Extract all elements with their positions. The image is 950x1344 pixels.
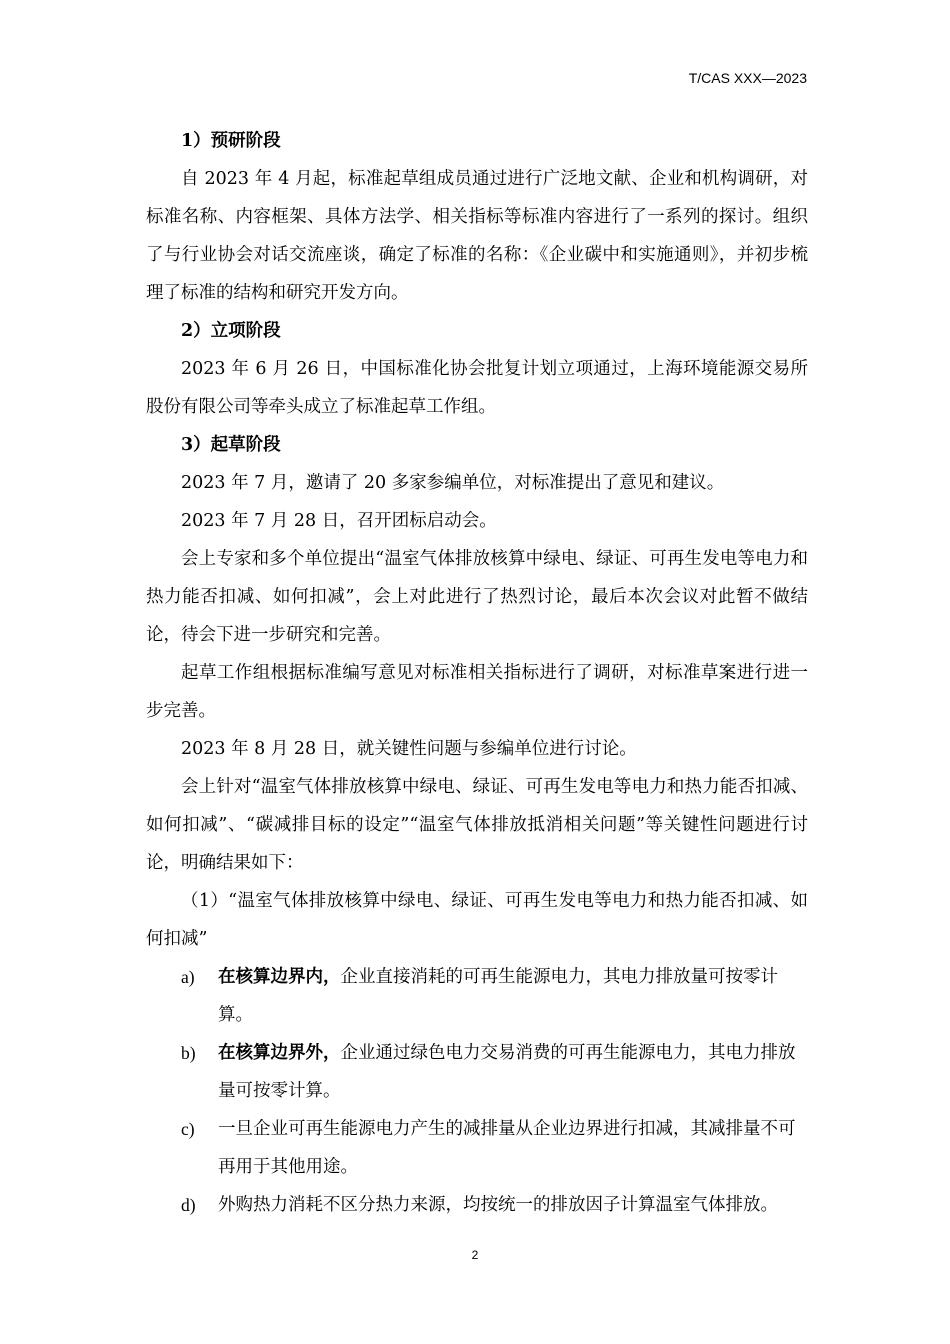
page-number: 2 — [471, 1248, 479, 1262]
list-marker: b) — [181, 1043, 196, 1063]
list-item — [146, 1034, 808, 1110]
paragraph: 2023 年 6 月 26 日，中国标准化协会批复计划立项通过，上海环境能源交易所股份有限公司等牵头成立了标准起草工作组。 — [146, 359, 808, 417]
list-marker: a) — [181, 967, 195, 987]
section-heading: 3）起草阶段 — [181, 435, 281, 455]
document-body — [146, 122, 808, 1224]
list-item — [146, 958, 808, 1034]
list-item-bold: 在核算边界外， — [218, 1043, 341, 1063]
list-item — [146, 1186, 808, 1224]
paragraph: 自 2023 年 4 月起，标准起草组成员通过进行广泛地文献、企业和机构调研，对标准名称、内容框架、具体方法学、相关指标等标准内容进行了一系列的探讨。组织了与行业协会对话交流座谈，确定了标准的名称：《企业碳中和实施通则》，并初步梳理了标准的结构和研究开发方向。 — [146, 169, 808, 303]
result-list — [146, 958, 808, 1224]
paragraph: 2023 年 8 月 28 日，就关键性问题与参编单位进行讨论。 — [181, 739, 637, 759]
list-marker: c) — [181, 1119, 195, 1139]
list-item-bold: 在核算边界内， — [218, 967, 341, 987]
paragraph: 会上专家和多个单位提出“温室气体排放核算中绿电、绿证、可再生发电等电力和热力能否扣减、如何扣减”，会上对此进行了热烈讨论，最后本次会议对此暂不做结论，待会下进一步研究和完善。 — [146, 549, 808, 645]
list-item-text: 企业直接消耗的可再生能源电力，其电力排放量可按零计算。 — [218, 967, 778, 1025]
paragraph: 会上针对“温室气体排放核算中绿电、绿证、可再生发电等电力和热力能否扣减、如何扣减”、“碳减排目标的设定”“温室气体排放抵消相关问题”等关键性问题进行讨论，明确结果如下： — [146, 777, 808, 873]
list-item-text: 企业通过绿色电力交易消费的可再生能源电力，其电力排放量可按零计算。 — [218, 1043, 796, 1101]
paragraph: 起草工作组根据标准编写意见对标准相关指标进行了调研，对标准草案进行进一步完善。 — [146, 663, 808, 721]
list-marker: d) — [181, 1195, 196, 1215]
section-heading: 2）立项阶段 — [181, 321, 281, 341]
document-code: T/CAS XXX—2023 — [688, 70, 807, 86]
list-item-text: 一旦企业可再生能源电力产生的减排量从企业边界进行扣减，其减排量不可再用于其他用途。 — [218, 1119, 796, 1177]
paragraph: （1）“温室气体排放核算中绿电、绿证、可再生发电等电力和热力能否扣减、如何扣减” — [146, 891, 808, 949]
paragraph: 2023 年 7 月，邀请了 20 多家参编单位，对标准提出了意见和建议。 — [181, 473, 725, 493]
paragraph: 2023 年 7 月 28 日，召开团标启动会。 — [181, 511, 497, 531]
section-heading: 1）预研阶段 — [181, 131, 281, 151]
list-item — [146, 1110, 808, 1186]
list-item-text: 外购热力消耗不区分热力来源，均按统一的排放因子计算温室气体排放。 — [218, 1195, 778, 1215]
